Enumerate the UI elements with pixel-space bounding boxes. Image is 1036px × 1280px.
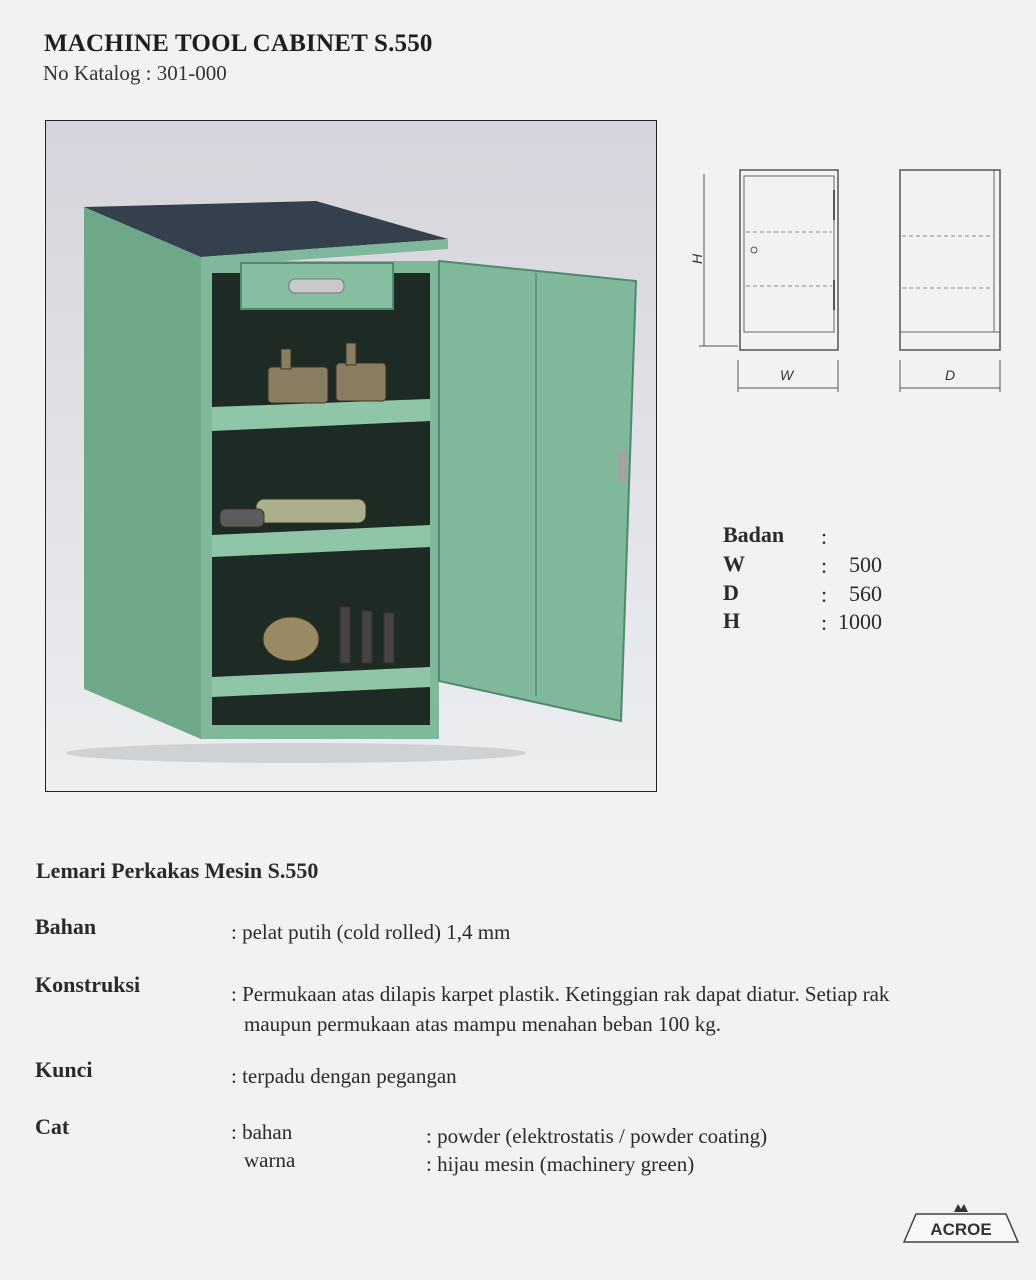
product-photo <box>45 120 657 792</box>
depth-label: D <box>945 367 956 383</box>
kunci-label: Kunci <box>35 1057 93 1082</box>
cabinet-side-panel <box>84 207 201 739</box>
cabinet-illustration <box>46 121 657 792</box>
door-lock <box>618 451 628 481</box>
dim-value-h: 1000 <box>838 609 882 634</box>
konstruksi-value <box>231 979 1021 1039</box>
konstruksi-label: Konstruksi <box>35 972 141 997</box>
width-label: W <box>780 367 794 383</box>
crown-icon <box>954 1204 968 1212</box>
cat-warna-value: : hijau mesin (machinery green) <box>426 1152 695 1176</box>
side-view-diagram <box>890 160 1010 405</box>
front-view-diagram <box>690 160 850 405</box>
dim-key-w: W <box>723 551 745 576</box>
catalog-number: No Katalog : 301-000 <box>43 61 227 85</box>
dim-colon-w: : <box>821 553 828 578</box>
cat-label: Cat <box>35 1114 70 1139</box>
cat-bahan-value: : powder (elektrostatis / powder coating) <box>426 1124 768 1148</box>
section-subtitle: Lemari Perkakas Mesin S.550 <box>36 858 319 883</box>
badan-heading: Badan <box>723 522 785 547</box>
page-title: MACHINE TOOL CABINET S.550 <box>44 30 433 57</box>
cat-warna-label: warna <box>244 1148 296 1172</box>
brand-logo-text: ACROE <box>930 1220 992 1239</box>
dim-value-w: 500 <box>849 552 882 577</box>
bahan-label: Bahan <box>35 914 97 939</box>
dim-colon-d: : <box>821 582 828 607</box>
dim-key-d: D <box>723 580 739 605</box>
konstruksi-line-1: : Permukaan atas dilapis karpet plastik. Ketinggian rak dapat diatur. Setiap rak <box>231 982 890 1006</box>
cat-bahan-label: : bahan <box>231 1120 293 1144</box>
konstruksi-line-2: maupun permukaan atas mampu menahan beban 100 kg. <box>244 1012 722 1036</box>
kunci-value: : terpadu dengan pegangan <box>231 1064 457 1088</box>
dim-colon-h: : <box>821 610 828 635</box>
dim-value-d: 560 <box>849 581 882 606</box>
brand-logo <box>900 1200 1022 1248</box>
height-label: H <box>690 253 705 264</box>
badan-colon: : <box>821 524 828 549</box>
dim-key-h: H <box>723 608 741 633</box>
bahan-value: : pelat putih (cold rolled) 1,4 mm <box>231 920 511 944</box>
cabinet-door <box>439 261 636 721</box>
drawer-handle <box>289 279 344 293</box>
